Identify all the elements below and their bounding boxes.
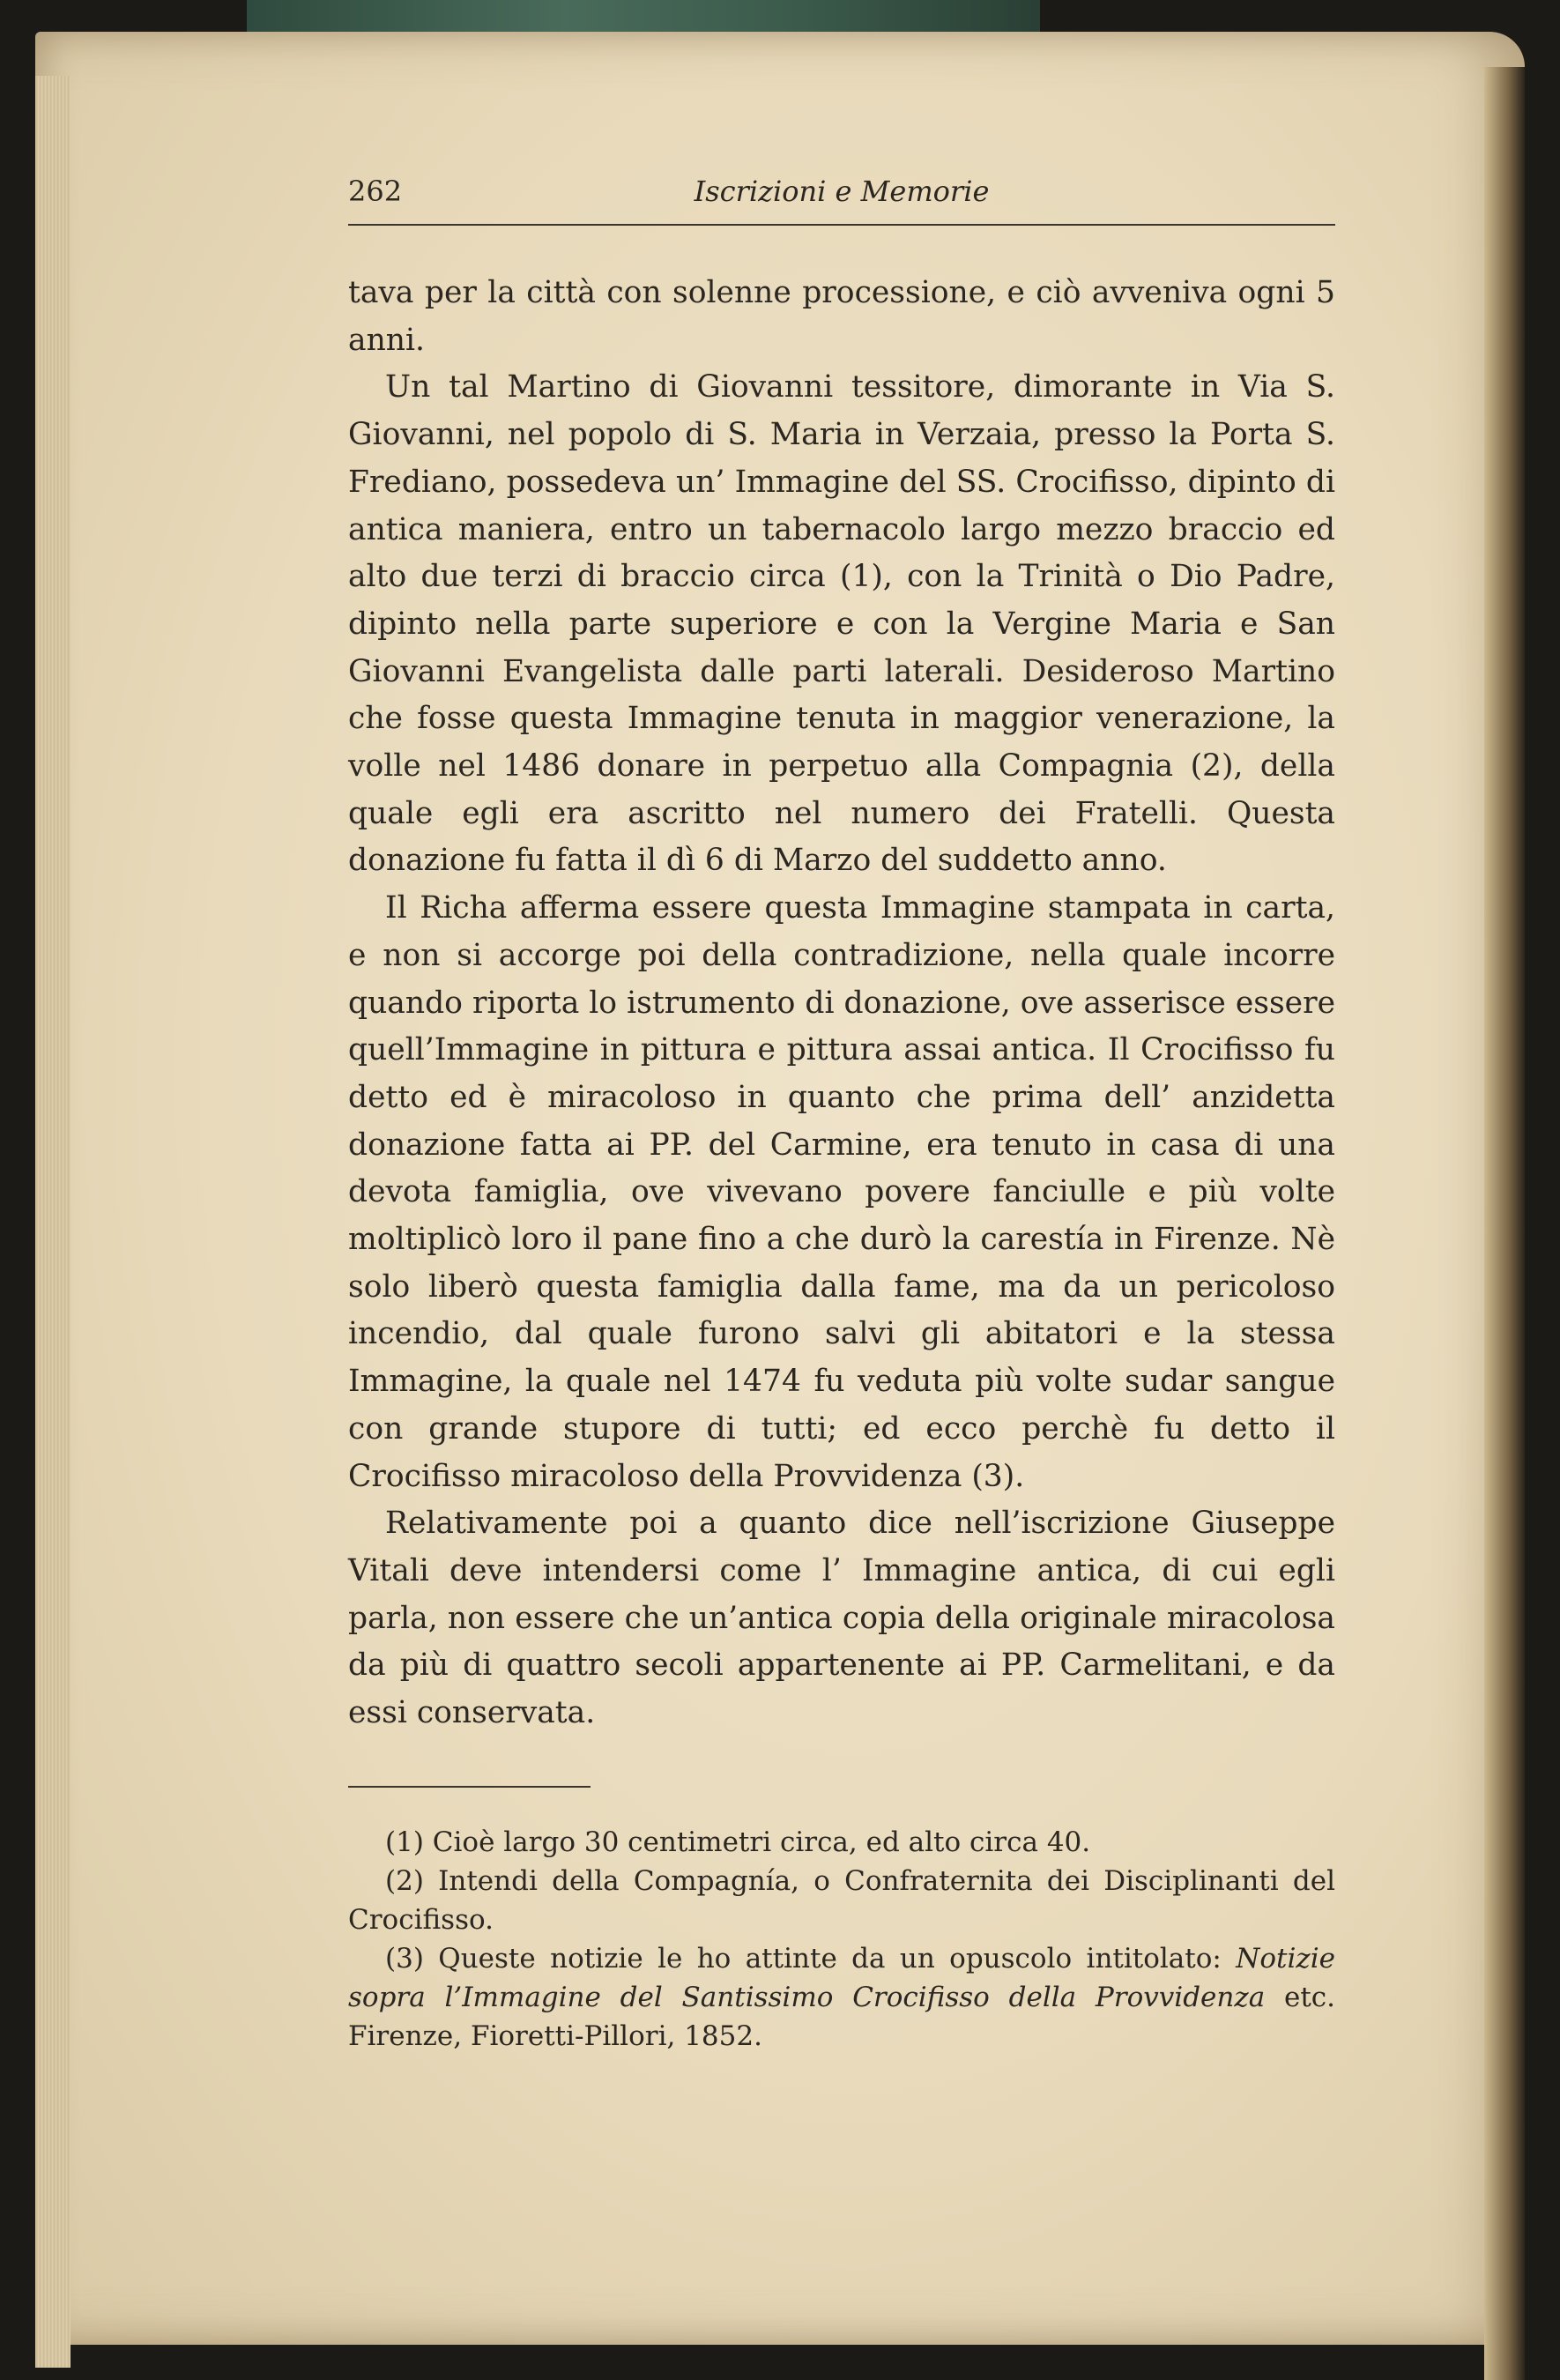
footnote-1: (1) Cioè largo 30 centimetri circa, ed alto circa 40. bbox=[385, 1826, 1091, 1858]
paragraph-continuation: tava per la città con solenne processione, e ciò avveniva ogni 5 anni. bbox=[348, 275, 1335, 358]
footnote-3-prefix: (3) Queste notizie le ho attinte da un opuscolo intitolato: bbox=[385, 1942, 1237, 1975]
paragraph-vitali-inscription: Relativamente poi a quanto dice nell’iscrizione Giuseppe Vitali deve intendersi come l’ Immagine antica, di cui egli parla, non essere che un’antica copia della originale miracolosa da più di quattro secoli appartenente ai PP. Carmelitani, e da essi conservata. bbox=[348, 1506, 1335, 1731]
header-rule bbox=[348, 224, 1335, 226]
footnotes bbox=[348, 1823, 1335, 2056]
running-header bbox=[348, 167, 1335, 220]
book-cover-strip bbox=[247, 0, 1040, 32]
footnote-3 bbox=[348, 1939, 1335, 2056]
page-content bbox=[348, 167, 1335, 2056]
footnote-rule bbox=[348, 1786, 591, 1788]
footnote-3-title: Notizie sopra l’Immagine del Santissimo Crocifisso della Provvidenza bbox=[348, 1942, 1335, 2013]
paragraph-martino-donation: Un tal Martino di Giovanni tessitore, dimorante in Via S. Giovanni, nel popolo di S. Maria in Verzaia, presso la Porta S. Frediano, possedeva un’ Immagine del SS. Crocifisso, dipinto di antica maniera, entro un tabernacolo largo mezzo braccio ed alto due terzi di braccio circa (1), con la Trinità o Dio Padre, dipinto nella parte superiore e con la Vergine Maria e San Giovanni Evangelista dalle parti laterali. Desideroso Martino che fosse questa Immagine tenuta in maggior venerazione, la volle nel 1486 donare in perpetuo alla Compagnia (2), della quale egli era ascritto nel numero dei Fratelli. Questa donazione fu fatta il dì 6 di Marzo del suddetto anno. bbox=[348, 369, 1335, 879]
footnote-2: (2) Intendi della Compagnía, o Confraternita dei Disciplinanti del Crocifisso. bbox=[348, 1864, 1335, 1936]
paragraph-richa-miracle: Il Richa afferma essere questa Immagine stampata in carta, e non si accorge poi della contradizione, nella quale incorre quando riporta lo istrumento di donazione, ove asserisce essere quell’Immagine in pittura e pittura assai antica. Il Crocifisso fu detto ed è miracoloso in quanto che prima dell’ anzidetta donazione fatta ai PP. del Carmine, era tenuto in casa di una devota famiglia, ove vivevano povere fanciulle e più volte moltiplicò loro il pane fino a che durò la carestía in Firenze. Nè solo liberò questa famiglia dalla fame, ma da un pericoloso incendio, dal quale furono salvi gli abitatori e la stessa Immagine, la quale nel 1474 fu veduta più volte sudar sangue con grande stupore di tutti; ed ecco perchè fu detto il Crocifisso miracoloso della Provvidenza (3). bbox=[348, 890, 1335, 1494]
page-stack-edges bbox=[35, 76, 71, 2368]
body-text bbox=[348, 270, 1335, 1737]
footnote-3-suffix: etc. Firenze, Fioretti-Pillori, 1852. bbox=[348, 1981, 1336, 2052]
running-title: Iscrizioni e Memorie bbox=[694, 175, 990, 208]
page-number: 262 bbox=[348, 175, 403, 208]
gutter-fold bbox=[1484, 67, 1525, 2380]
